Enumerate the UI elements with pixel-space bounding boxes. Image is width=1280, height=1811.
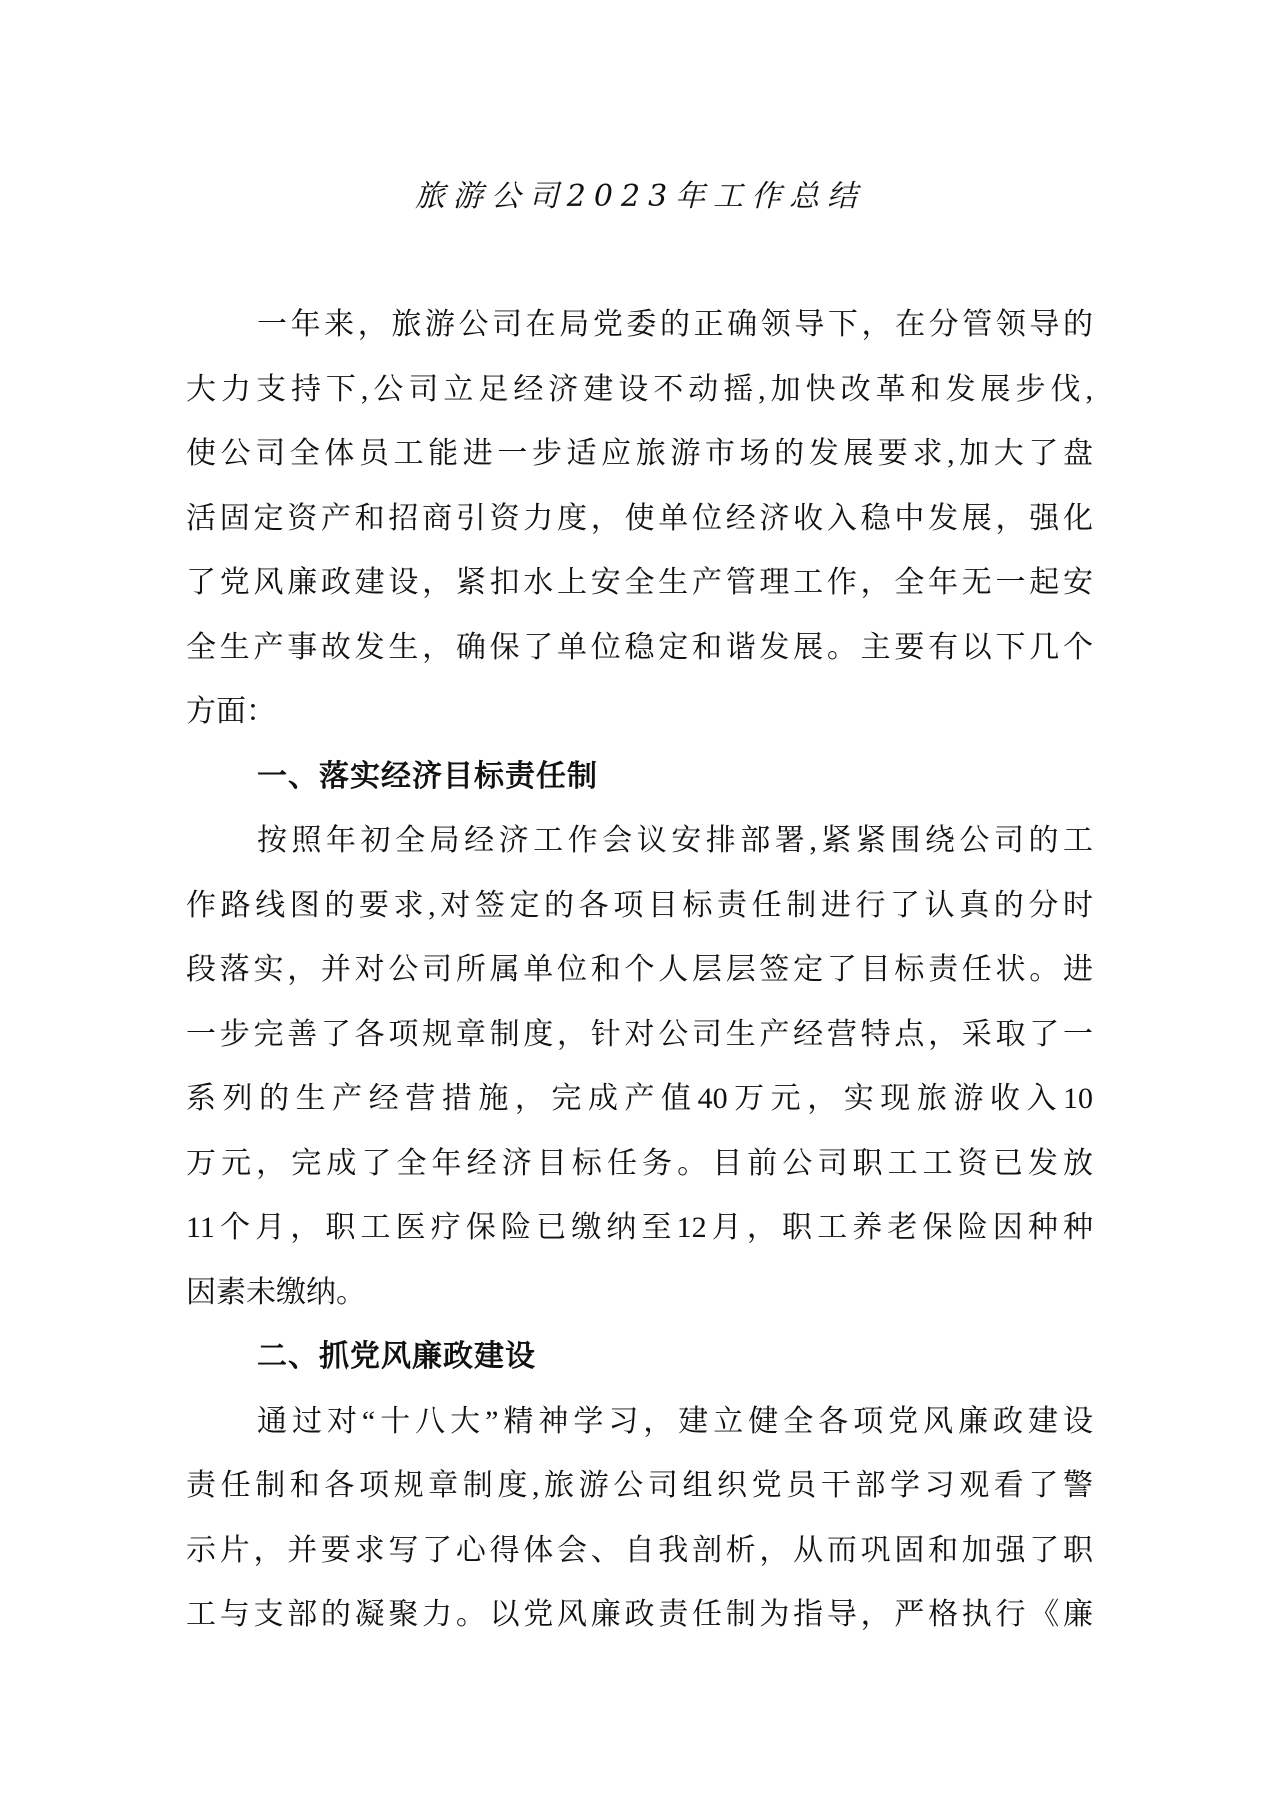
section-heading-economic-targets: 一、落实经济目标责任制 [257,758,598,794]
text-line: 段落实，并对公司所属单位和个人层层签定了目标责任状。进 [186,953,1093,986]
text-line: 通过对“十八大”精神学习，建立健全各项党风廉政建设 [257,1404,1093,1438]
document-body [186,293,1093,1648]
text-line: 万元，完成了全年经济目标任务。目前公司职工工资已发放 [186,1146,1093,1180]
text-line: 系列的生产经营措施，完成产值40万元，实现旅游收入10 [186,1082,1093,1115]
text-line: 活固定资产和招商引资力度，使单位经济收入稳中发展，强化 [186,501,1093,535]
text-line: 11个月，职工医疗保险已缴纳至12月，职工养老保险因种种 [186,1211,1093,1244]
paragraph-party-conduct [186,1390,1093,1648]
text-line: 全生产事故发生，确保了单位稳定和谐发展。主要有以下几个 [186,630,1093,664]
text-line: 使公司全体员工能进一步适应旅游市场的发展要求,加大了盘 [186,437,1093,470]
paragraph-intro [186,293,1093,745]
document-title: 旅游公司2023年工作总结 [414,179,866,214]
text-line: 责任制和各项规章制度,旅游公司组织党员干部学习观看了警 [186,1469,1093,1502]
section-heading-party-conduct: 二、抓党风廉政建设 [257,1339,536,1374]
text-line: 一年来，旅游公司在局党委的正确领导下，在分管领导的 [257,308,1093,341]
text-line: 示片，并要求写了心得体会、自我剖析，从而巩固和加强了职 [186,1533,1093,1567]
text-line: 因素未缴纳。 [186,1275,366,1309]
text-line: 作路线图的要求,对签定的各项目标责任制进行了认真的分时 [186,888,1093,922]
text-line: 了党风廉政建设，紧扣水上安全生产管理工作，全年无一起安 [186,566,1093,599]
paragraph-economic-targets [186,809,1093,1325]
text-line: 工与支部的凝聚力。以党风廉政责任制为指导，严格执行《廉 [186,1598,1093,1631]
text-line: 一步完善了各项规章制度，针对公司生产经营特点，采取了一 [186,1017,1093,1051]
text-line: 大力支持下,公司立足经济建设不动摇,加快改革和发展步伐, [186,372,1093,406]
text-line: 按照年初全局经济工作会议安排部署,紧紧围绕公司的工 [257,824,1093,857]
text-line: 方面： [186,695,276,728]
